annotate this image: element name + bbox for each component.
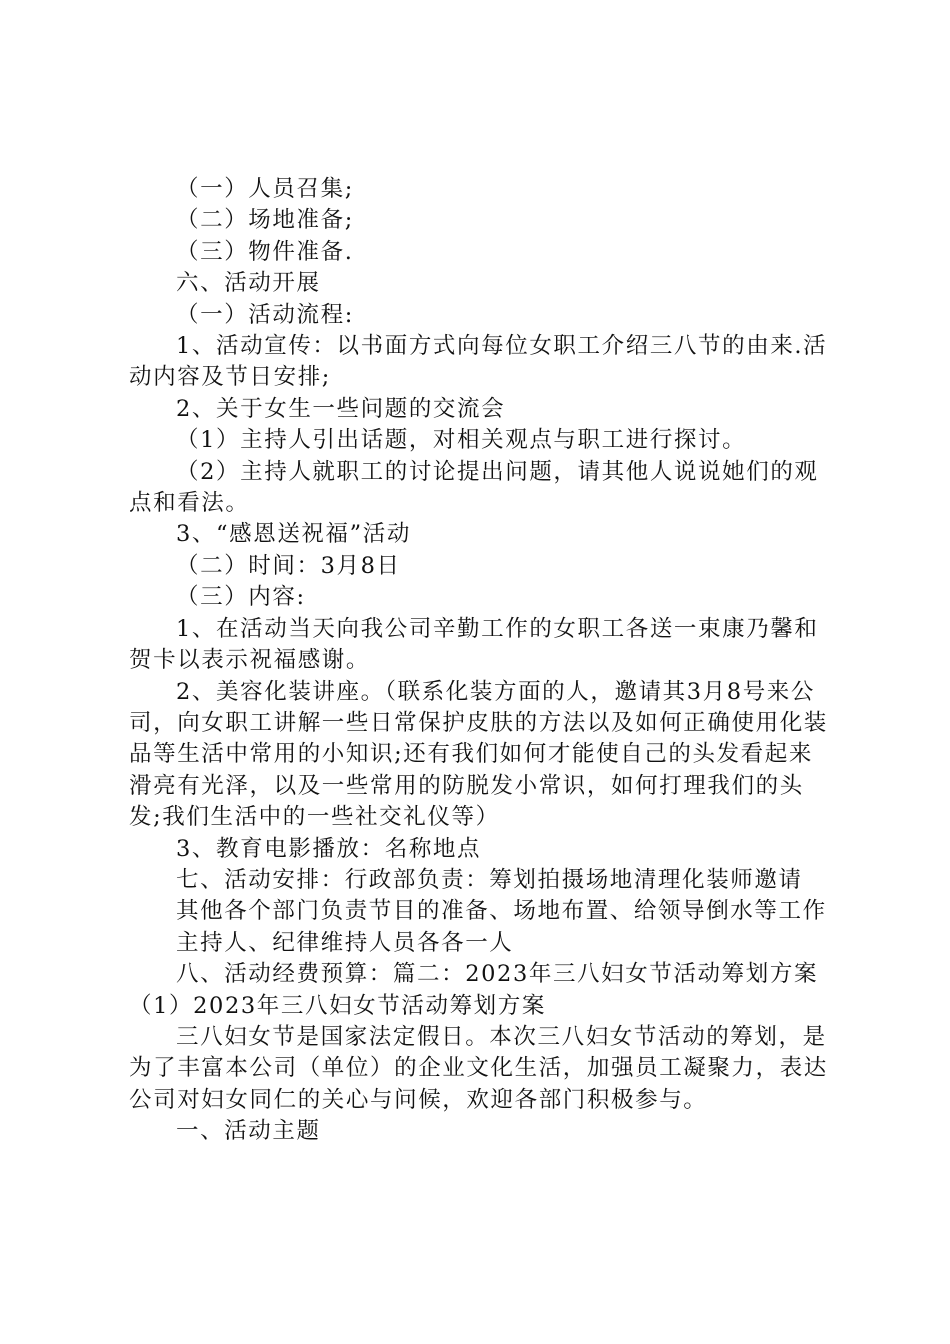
paragraph: 2、关于女生一些问题的交流会 [176, 395, 506, 422]
section-heading: 七、活动安排：行政部负责：筹划拍摄场地清理化装师邀请 [176, 866, 803, 893]
paragraph: （2）主持人就职工的讨论提出问题，请其他人说说她们的观点和看法。 [129, 458, 819, 517]
paragraph: （二）时间：3月8日 [176, 552, 401, 579]
paragraph: 2、美容化装讲座。（联系化装方面的人，邀请其3月8号来公司，向女职工讲解一些日常保护皮肤的方法以及如何正确使用化装品等生活中常用的小知识;还有我们如何才能使自己的头发看起来滑亮有光泽，以及一些常用的防脱发小常识，如何打理我们的头发;我们生活中的一些社交礼仪等） [129, 678, 828, 831]
paragraph: （一）活动流程: [176, 301, 354, 328]
paragraph: （三）内容: [176, 584, 306, 611]
paragraph: 1、活动宣传：以书面方式向每位女职工介绍三八节的由来.活动内容及节日安排; [129, 333, 828, 391]
document-body [129, 174, 829, 1148]
paragraph: 其他各个部门负责节目的准备、场地布置、给领导倒水等工作 [176, 898, 827, 925]
paragraph: 3、教育电影播放：名称地点 [176, 835, 482, 862]
paragraph: （1）主持人引出话题，对相关观点与职工进行探讨。 [176, 427, 747, 454]
section-heading: 八、活动经费预算：篇二：2023年三八妇女节活动筹划方案（1）2023年三八妇女节活动筹划方案 [129, 961, 819, 1019]
paragraph: （一）人员召集; [176, 176, 354, 202]
paragraph: 1、在活动当天向我公司辛勤工作的女职工各送一束康乃馨和贺卡以表示祝福感谢。 [129, 615, 819, 674]
section-heading: 一、活动主题 [176, 1118, 321, 1145]
paragraph: 主持人、纪律维持人员各各一人 [176, 929, 514, 956]
paragraph: （三）物件准备. [176, 238, 354, 265]
paragraph: 3、“感恩送祝福”活动 [176, 521, 411, 548]
paragraph: （二）场地准备; [176, 207, 354, 234]
section-heading: 六、活动开展 [176, 270, 321, 297]
paragraph: 三八妇女节是国家法定假日。本次三八妇女节活动的筹划，是为了丰富本公司（单位）的企业文化生活，加强员工凝聚力，表达公司对妇女同仁的关心与问候，欢迎各部门积极参与。 [129, 1023, 828, 1113]
